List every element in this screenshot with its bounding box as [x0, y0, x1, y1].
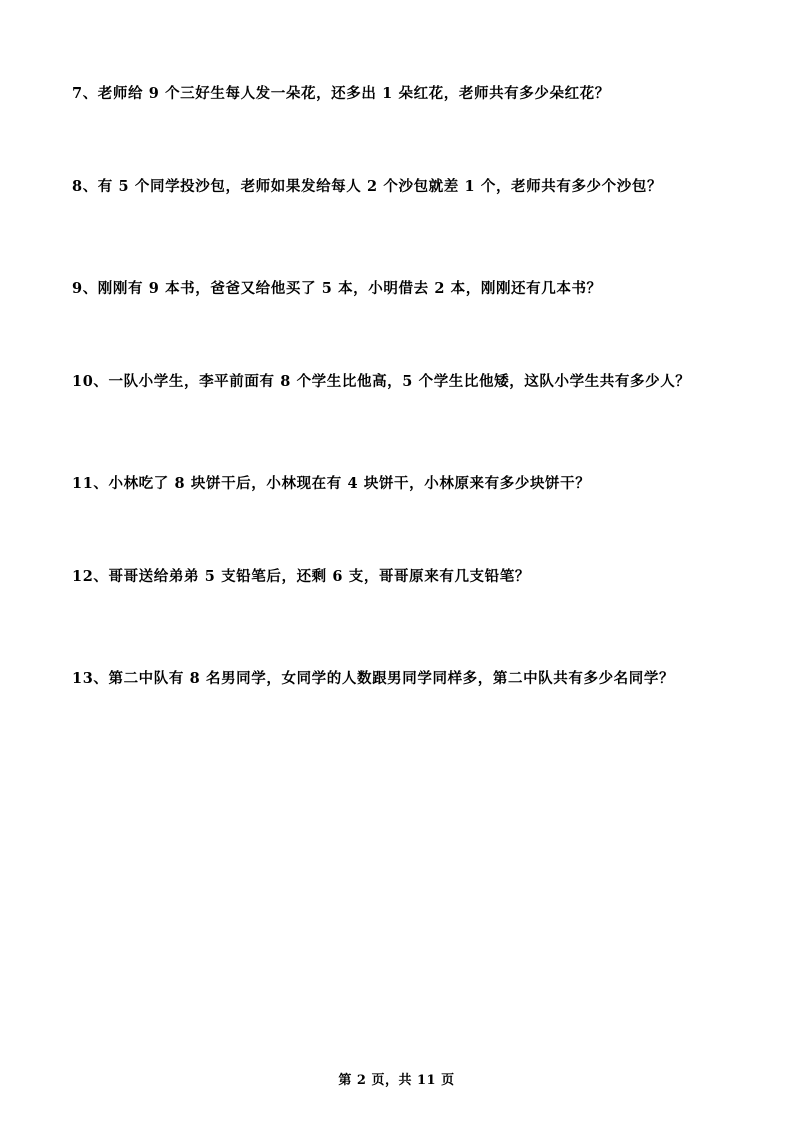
problem-number: 9、 — [72, 279, 98, 297]
problem-text: 小林吃了 8 块饼干后，小林现在有 4 块饼干，小林原来有多少块饼干？ — [108, 474, 591, 492]
problem-text: 刚刚有 9 本书，爸爸又给他买了 5 本，小明借去 2 本，刚刚还有几本书？ — [97, 279, 602, 297]
spacer — [72, 105, 721, 175]
problem-number: 10、 — [72, 373, 109, 391]
problem-item — [72, 277, 721, 300]
spacer — [72, 589, 721, 667]
problem-item — [72, 82, 721, 105]
problem-text: 哥哥送给弟弟 5 支铅笔后，还剩 6 支，哥哥原来有几支铅笔？ — [108, 568, 530, 586]
problem-number: 12、 — [72, 568, 109, 586]
problem-item — [72, 175, 721, 198]
problem-number: 13、 — [72, 669, 109, 687]
problem-item — [72, 472, 721, 495]
problem-text: 一队小学生，李平前面有 8 个学生比他高，5 个学生比他矮，这队小学生共有多少人？ — [108, 373, 691, 391]
problem-text: 老师给 9 个三好生每人发一朵花，还多出 1 朵红花，老师共有多少朵红花？ — [97, 85, 610, 102]
page-footer: 第 2 页，共 11 页 — [338, 1073, 455, 1088]
spacer — [72, 394, 721, 472]
problem-number: 11、 — [72, 474, 109, 492]
spacer — [72, 495, 721, 565]
spacer — [72, 199, 721, 277]
spacer — [72, 300, 721, 370]
problem-list — [72, 82, 721, 690]
problem-number: 8、 — [72, 178, 98, 196]
problem-text: 第二中队有 8 名男同学，女同学的人数跟男同学同样多，第二中队共有多少名同学？ — [108, 669, 675, 687]
problem-text: 有 5 个同学投沙包，老师如果发给每人 2 个沙包就差 1 个，老师共有多少个沙包？ — [97, 178, 663, 196]
problem-number: 7、 — [72, 85, 98, 102]
problem-item — [72, 370, 721, 393]
problem-item — [72, 565, 721, 588]
problem-item — [72, 667, 721, 690]
